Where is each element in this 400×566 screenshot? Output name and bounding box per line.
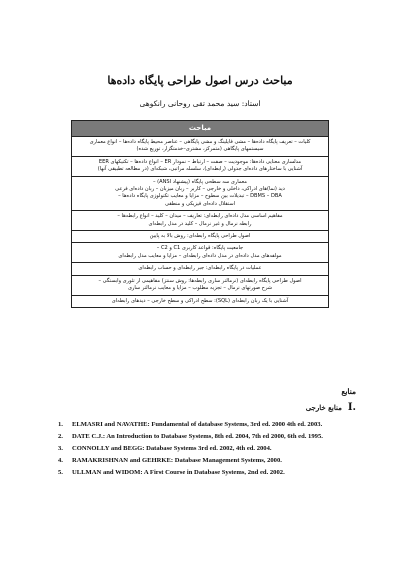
topic-line: آشنایی با یک زبان رابطه‌ای (SQL): سطح ادراکی و سطح خارجی – دیدهای رابطه‌ای <box>111 297 289 304</box>
topic-line: مدلسازی معنایی داده‌ها: موجودیت – صفت – ارتباط – نمودار ER – انواع داده‌ها – تکنیکهای EER <box>98 158 302 165</box>
topic-row <box>72 243 328 263</box>
topic-line: مفاهیم اساسی مدل داده‌ای رابطه‌ای: تعاریف – میدان – کلید – انواع رابطه‌ها – <box>117 213 283 220</box>
reference-list <box>58 420 358 480</box>
topics-table <box>71 120 329 308</box>
topic-row <box>72 157 328 177</box>
reference-number: 4. <box>58 457 63 464</box>
foreign-references-heading <box>306 402 356 413</box>
topics-header: مباحث <box>72 121 328 137</box>
reference-text: DATE C.J.: An Introduction to Database Systems, 8th ed. 2004, 7th ed 2000, 6th ed. 1995. <box>72 433 323 440</box>
reference-number: 2. <box>58 433 63 440</box>
reference-text: ULLMAN and WIDOM: A First Course in Database Systems, 2nd ed. 2002. <box>72 469 285 476</box>
reference-text: CONNOLLY and BEGG: Database Systems 3rd ed. 2002, 4th ed. 2004. <box>72 445 272 452</box>
foreign-references-label: منابع خارجی <box>305 403 342 412</box>
reference-number: 5. <box>58 469 63 476</box>
topic-line: مولفه‌های مدل داده‌ای در مدل داده‌ای رابطه‌ای – مزایا و معایب مدل رابطه‌ای <box>118 252 282 259</box>
topic-line: DBMS – DBA – تبدیلات بین سطوح – مزایا و معایب تکنولوژی پایگاه داده‌ها – <box>118 193 282 200</box>
topic-line: اصول طراحی پایگاه رابطه‌ای: روش بالا به پایین <box>149 233 251 240</box>
topic-line: آشنایی با ساختارهای داده‌ای جدولی (رابطه‌ای)، سلسله مراتبی، شبکه‌ای (در مطالعه تطبیقی آنها) <box>97 166 303 173</box>
page-title: مباحث درس اصول طراحی پایگاه داده‌ها <box>107 74 293 87</box>
topic-row <box>72 276 328 296</box>
reference-item <box>58 456 358 465</box>
references-heading: منابع <box>341 387 356 396</box>
reference-number: 1. <box>58 421 63 428</box>
reference-item <box>58 432 358 441</box>
topic-line: معماری سه سطحی پایگاه (پیشنهاد ANSI) – <box>152 178 247 185</box>
topic-line: دید (نما)های ادراکی، داخلی و خارجی – کاربر – زبان میزبان – زبان داده‌ای فرعی <box>115 186 285 193</box>
reference-text: ELMASRI and NAVATHE: Fundamental of database Systems, 3rd ed. 2000 4th ed. 2003. <box>72 421 323 428</box>
topic-row <box>72 296 328 307</box>
topic-row <box>72 231 328 243</box>
topic-row <box>72 263 328 275</box>
topic-line: شرح صورتهای نرمال – تجزیه مطلوب – مزایا و معایب نرمالتر سازی <box>127 285 273 292</box>
instructor-line: استاد: سید محمد تقی روحانی رانکوهی <box>139 99 261 108</box>
reference-number: 3. <box>58 445 63 452</box>
topic-row <box>72 211 328 231</box>
foreign-references-number: I. <box>347 402 356 413</box>
reference-item <box>58 444 358 453</box>
topic-line: جامعیت پایگاه: قواعد کاربری C1 و C2 – <box>156 245 244 252</box>
topic-row <box>72 177 328 212</box>
topics-body <box>72 137 328 307</box>
topic-line: کلیات – تعریف پایگاه داده‌ها – مشی فایلینگ و مشی پایگاهی – عناصر محیط پایگاه داده‌ها – انواع معماری <box>89 139 311 145</box>
reference-item <box>58 420 358 429</box>
reference-item <box>58 468 358 477</box>
reference-text: RAMAKRISHNAN and GEHRKE: Database Management Systems, 2000. <box>72 457 282 464</box>
topic-line: اصول طراحی پایگاه رابطه‌ای (نرمالتر سازی رابطه‌ها: روش سنتز) مفاهیمی از تئوری وابستگی – <box>98 277 302 284</box>
topic-line: سیستمهای پایگاهی (متمرکز، مشتری–خدمتگزار، توزیع شده) <box>136 146 264 153</box>
topic-line: رابطه نرمال و غیر نرمال – کلید در مدل رابطه‌ای <box>148 220 252 227</box>
topic-line: استقلال داده‌ای فیزیکی و منطقی <box>164 200 236 207</box>
topic-line: عملیات در پایگاه رابطه‌ای: جبر رابطه‌ای و حساب رابطه‌ای <box>138 265 262 272</box>
topic-row <box>72 137 328 157</box>
